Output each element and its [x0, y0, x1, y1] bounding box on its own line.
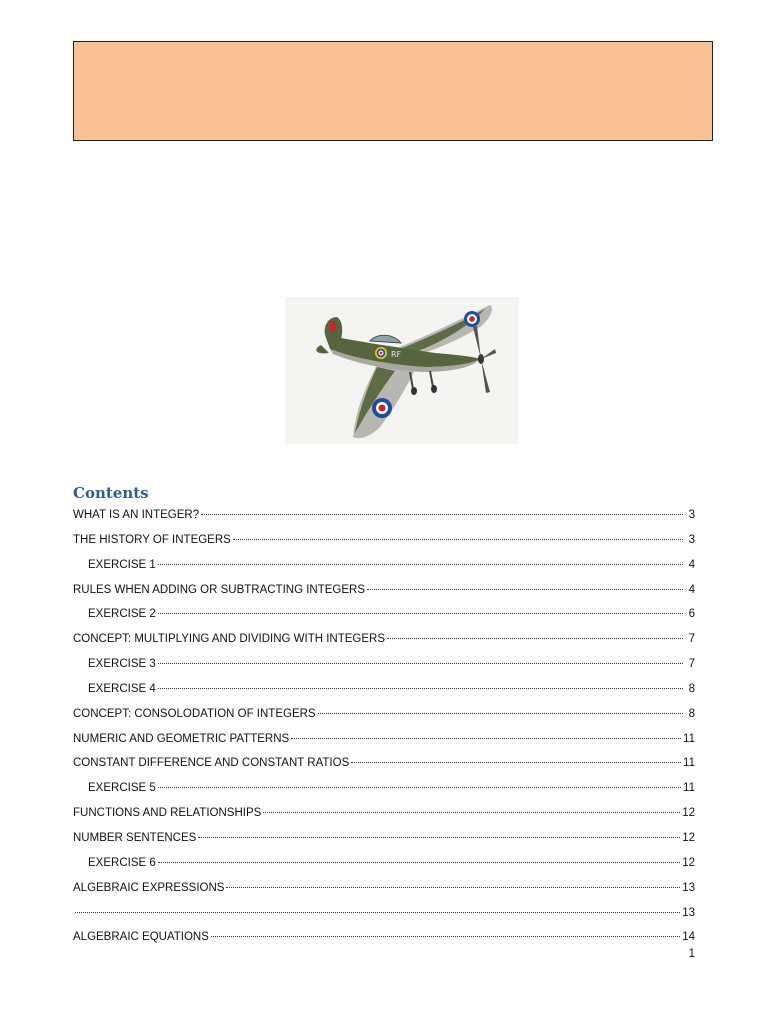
toc-entry-label: THE HISTORY OF INTEGERS [73, 533, 231, 546]
toc-entry-label: EXERCISE 4 [88, 682, 156, 695]
toc-entry-page: 6 [688, 608, 695, 621]
toc-entry-page: 11 [683, 732, 695, 745]
contents-heading: Contents [73, 484, 149, 502]
toc-entry[interactable] [73, 779, 695, 804]
toc-dot-leader [158, 563, 683, 565]
toc-entry-page: 3 [688, 509, 695, 521]
toc-dot-leader [158, 687, 683, 689]
page-number: 1 [688, 948, 695, 960]
toc-entry-page: 11 [683, 782, 695, 795]
toc-entry-page: 7 [688, 658, 695, 671]
toc-entry[interactable] [73, 581, 695, 606]
toc-entry-page: 4 [688, 583, 695, 596]
toc-entry-label: ALGEBRAIC EQUATIONS [73, 931, 209, 944]
toc-dot-leader [387, 637, 683, 639]
toc-entry-page: 12 [682, 831, 695, 844]
toc-entry-page: 7 [688, 633, 695, 646]
toc-dot-leader [211, 935, 680, 937]
toc-entry[interactable] [73, 754, 695, 779]
toc-entry-label: CONCEPT: MULTIPLYING AND DIVIDING WITH INTEGERS [73, 633, 386, 646]
title-banner-box [73, 41, 713, 141]
toc-entry[interactable] [73, 879, 695, 904]
toc-entry-page: 13 [682, 881, 695, 894]
toc-dot-leader [158, 662, 683, 664]
toc-entry-label: EXERCISE 6 [88, 856, 156, 869]
toc-dot-leader [263, 811, 680, 813]
toc-entry-label: EXERCISE 1 [88, 558, 156, 571]
toc-entry-label: CONCEPT: CONSOLODATION OF INTEGERS [73, 707, 316, 720]
toc-entry-page: 8 [688, 707, 695, 720]
toc-entry[interactable] [73, 506, 695, 531]
toc-entry[interactable] [73, 605, 695, 630]
toc-dot-leader [198, 836, 680, 838]
toc-entry[interactable] [73, 904, 695, 929]
toc-entry-label: EXERCISE 2 [88, 608, 156, 621]
toc-dot-leader [75, 911, 680, 913]
table-of-contents [73, 506, 695, 953]
toc-entry-label: NUMERIC AND GEOMETRIC PATTERNS [73, 732, 290, 745]
toc-entry-label: FUNCTIONS AND RELATIONSHIPS [73, 807, 262, 820]
toc-entry[interactable] [73, 556, 695, 581]
toc-entry-page: 4 [688, 558, 695, 571]
toc-entry-label: NUMBER SENTENCES [73, 831, 197, 844]
toc-entry-page: 8 [688, 682, 695, 695]
toc-dot-leader [318, 712, 683, 714]
toc-dot-leader [233, 538, 683, 540]
toc-entry[interactable] [73, 705, 695, 730]
toc-entry[interactable] [73, 655, 695, 680]
toc-entry-page: 12 [682, 856, 695, 869]
spitfire-airplane-photo [285, 297, 519, 444]
toc-entry[interactable] [73, 829, 695, 854]
toc-dot-leader [291, 737, 681, 739]
toc-entry-label: WHAT IS AN INTEGER? [73, 509, 200, 521]
toc-entry-page: 12 [682, 807, 695, 820]
toc-dot-leader [351, 761, 681, 763]
toc-dot-leader [158, 861, 680, 863]
toc-entry-label: RULES WHEN ADDING OR SUBTRACTING INTEGERS [73, 583, 366, 596]
toc-entry[interactable] [73, 531, 695, 556]
toc-entry[interactable] [73, 928, 695, 953]
toc-entry-page: 13 [682, 906, 695, 919]
toc-entry-label: ALGEBRAIC EXPRESSIONS [73, 881, 225, 894]
toc-entry-page: 14 [682, 931, 695, 944]
toc-dot-leader [158, 786, 681, 788]
svg-text:RF: RF [391, 350, 402, 359]
toc-entry-page: 3 [688, 533, 695, 546]
toc-entry-page: 11 [683, 757, 695, 770]
toc-entry-label: EXERCISE 3 [88, 658, 156, 671]
toc-entry[interactable] [73, 630, 695, 655]
toc-entry[interactable] [73, 680, 695, 705]
toc-entry[interactable] [73, 804, 695, 829]
toc-dot-leader [158, 612, 683, 614]
toc-dot-leader [367, 588, 683, 590]
toc-dot-leader [226, 886, 680, 888]
toc-entry[interactable] [73, 730, 695, 755]
toc-dot-leader [201, 513, 683, 515]
toc-entry-label: CONSTANT DIFFERENCE AND CONSTANT RATIOS [73, 757, 350, 770]
toc-entry[interactable] [73, 854, 695, 879]
toc-entry-label: EXERCISE 5 [88, 782, 156, 795]
